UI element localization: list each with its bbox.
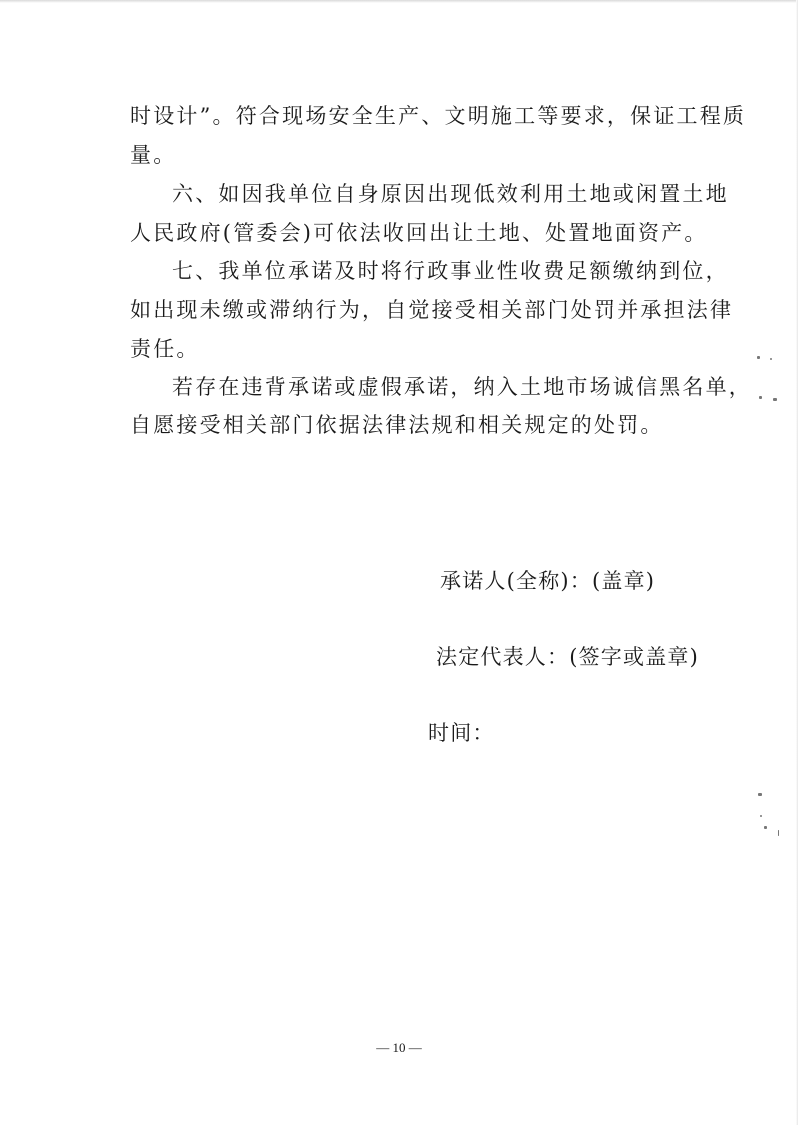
scan-speck: [760, 815, 762, 817]
paragraph-line: 如出现未缴或滞纳行为，自觉接受相关部门处罚并承担法律: [130, 298, 734, 322]
paragraph-line: 人民政府(管委会)可依法收回出让土地、处置地面资产。: [130, 221, 708, 245]
scan-shadow-top: [0, 0, 798, 3]
paragraph-line: 若存在违背承诺或虚假承诺，纳入土地市场诚信黑名单，: [172, 375, 752, 399]
scan-speck: [757, 356, 760, 359]
page-number: — 10 —: [376, 1040, 422, 1055]
paragraph-line: 时设计”。符合现场安全生产、文明施工等要求，保证工程质: [130, 104, 747, 128]
paragraph-line: 六、如因我单位自身原因出现低效利用土地或闲置土地: [172, 182, 729, 206]
scan-speck: [758, 793, 762, 796]
paragraph-line: 量。: [130, 143, 177, 167]
paragraph-line: 七、我单位承诺及时将行政事业性收费足额缴纳到位，: [172, 259, 729, 283]
paragraph-line: 自愿接受相关部门依据法律法规和相关规定的处罚。: [130, 413, 664, 437]
scan-speck: [759, 396, 762, 399]
scan-speck: [778, 830, 779, 836]
scan-speck: [773, 398, 777, 401]
promisor-label: 承诺人(全称)：(盖章): [440, 569, 656, 593]
time-label: 时间：: [428, 721, 495, 745]
scan-speck: [764, 826, 767, 829]
paragraph-line: 责任。: [130, 337, 200, 361]
legal-representative-label: 法定代表人：(签字或盖章): [436, 645, 699, 669]
scan-speck: [770, 358, 772, 360]
